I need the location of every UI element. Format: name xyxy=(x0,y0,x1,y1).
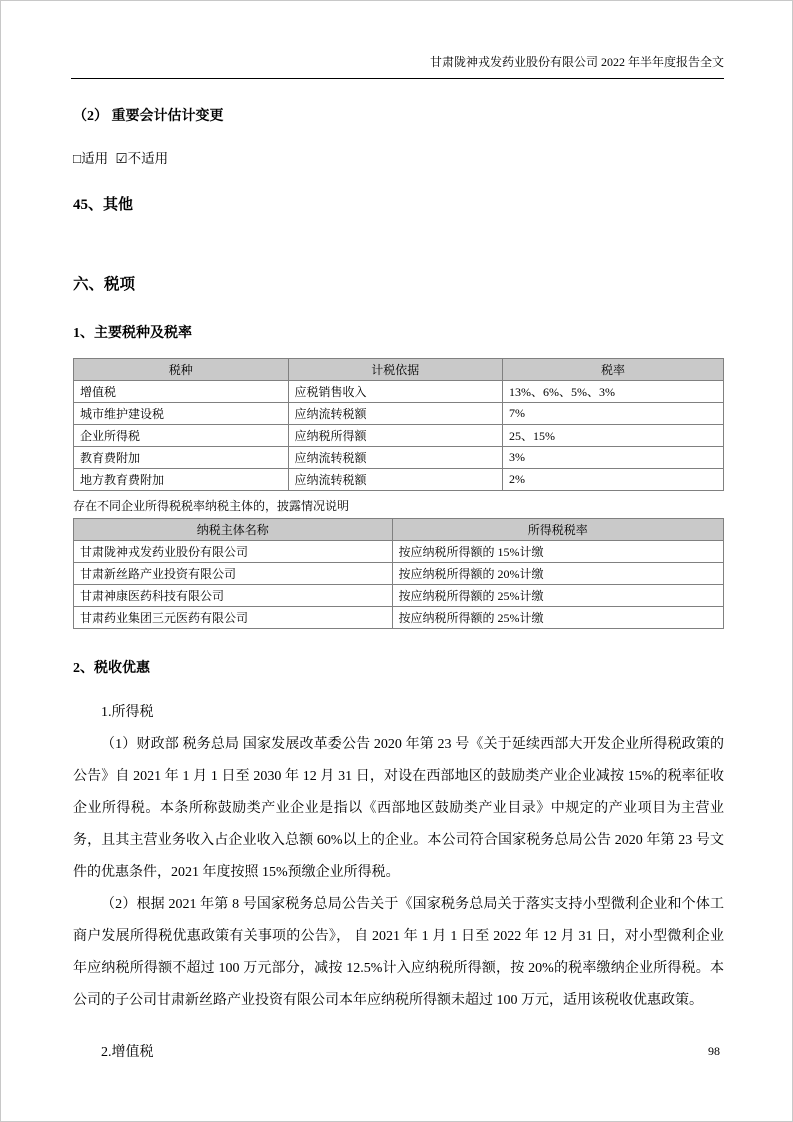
cell-tax-basis: 应税销售收入 xyxy=(288,381,503,403)
cell-income-tax-rate: 按应纳税所得额的 25%计缴 xyxy=(392,585,724,607)
tax-rate-table xyxy=(73,358,724,491)
table-header-row xyxy=(74,519,724,541)
table-row xyxy=(74,563,724,585)
cell-entity-name: 甘肃新丝路产业投资有限公司 xyxy=(74,563,393,585)
income-tax-subheading: 1.所得税 xyxy=(101,705,154,720)
checkbox-checked-not-applicable: ☑不适用 xyxy=(115,151,169,166)
cell-tax-rate: 13%、6%、5%、3% xyxy=(503,381,724,403)
table-row xyxy=(74,541,724,563)
cell-tax-basis: 应纳流转税额 xyxy=(288,469,503,491)
table-row xyxy=(74,381,724,403)
column-header-tax-rate: 税率 xyxy=(503,359,724,381)
cell-tax-rate: 7% xyxy=(503,403,724,425)
income-tax-paragraph-1: （1）财政部 税务总局 国家发展改革委公告 2020 年第 23 号《关于延续西部大开发企业所得税政策的公告》自 2021 年 1 月 1 日至 2030 年 12 月 31 日，对设在西部地区的鼓励类产业企业减按 15%的税率征收企业所得税。本条所称鼓励类产业企业是指以《西部地区鼓励类产业目录》中规定的产业项目为主营业务，且其主营业务收入占企业收入总额 60%以上的企业。本公司符合国家税务总局公告 2020 年第 23 号文件的优惠条件，2021 年度按照 15%预缴企业所得税。 xyxy=(73,737,724,880)
page-header xyxy=(71,53,724,79)
income-tax-paragraph-2: （2）根据 2021 年第 8 号国家税务总局公告关于《国家税务总局关于落实支持小型微利企业和个体工商户发展所得税优惠政策有关事项的公告》， 自 2021 年 1 月 1 日至 2022 年 12 月 31 日，对小型微利企业年应纳税所得额不超过 100 万元部分，减按 12.5%计入应纳税所得额，按 20%的税率缴纳企业所得税。本公司的子公司甘肃新丝路产业投资有限公司本年应纳税所得额未超过 100 万元，适用该税收优惠政策。 xyxy=(73,897,724,1008)
heading-section-6-tax: 六、税项 xyxy=(73,276,136,293)
column-header-tax-type: 税种 xyxy=(74,359,289,381)
cell-tax-type: 城市维护建设税 xyxy=(74,403,289,425)
heading-main-tax-types: 1、主要税种及税率 xyxy=(73,326,192,341)
cell-entity-name: 甘肃药业集团三元医药有限公司 xyxy=(74,607,393,629)
cell-tax-rate: 3% xyxy=(503,447,724,469)
column-header-entity-name: 纳税主体名称 xyxy=(74,519,393,541)
heading-accounting-estimate-change: （2） 重要会计估计变更 xyxy=(73,109,224,124)
cell-income-tax-rate: 按应纳税所得额的 15%计缴 xyxy=(392,541,724,563)
vat-subheading: 2.增值税 xyxy=(101,1045,154,1060)
column-header-income-tax-rate: 所得税税率 xyxy=(392,519,724,541)
page-number: 98 xyxy=(708,1044,720,1058)
cell-tax-basis: 应纳流转税额 xyxy=(288,447,503,469)
table-row xyxy=(74,425,724,447)
table-row xyxy=(74,447,724,469)
page-content xyxy=(73,105,724,1069)
cell-income-tax-rate: 按应纳税所得额的 25%计缴 xyxy=(392,607,724,629)
cell-tax-type: 地方教育费附加 xyxy=(74,469,289,491)
cell-tax-type: 企业所得税 xyxy=(74,425,289,447)
heading-tax-preferences: 2、税收优惠 xyxy=(73,661,150,676)
table-row xyxy=(74,585,724,607)
cell-income-tax-rate: 按应纳税所得额的 20%计缴 xyxy=(392,563,724,585)
cell-tax-type: 增值税 xyxy=(74,381,289,403)
entity-tax-table xyxy=(73,518,724,629)
different-tax-rate-note: 存在不同企业所得税税率纳税主体的，披露情况说明 xyxy=(73,499,350,513)
cell-entity-name: 甘肃陇神戎发药业股份有限公司 xyxy=(74,541,393,563)
table-row xyxy=(74,607,724,629)
column-header-tax-basis: 计税依据 xyxy=(288,359,503,381)
table-row xyxy=(74,403,724,425)
applicability-line xyxy=(73,147,724,167)
table-header-row xyxy=(74,359,724,381)
cell-tax-rate: 25、15% xyxy=(503,425,724,447)
cell-tax-rate: 2% xyxy=(503,469,724,491)
cell-tax-basis: 应纳流转税额 xyxy=(288,403,503,425)
heading-item-45-other: 45、其他 xyxy=(73,197,134,213)
checkbox-unchecked-applicable: □适用 xyxy=(73,151,109,166)
cell-tax-type: 教育费附加 xyxy=(74,447,289,469)
cell-tax-basis: 应纳税所得额 xyxy=(288,425,503,447)
cell-entity-name: 甘肃神康医药科技有限公司 xyxy=(74,585,393,607)
table-row xyxy=(74,469,724,491)
report-title-header: 甘肃陇神戎发药业股份有限公司 2022 年半年度报告全文 xyxy=(429,55,724,69)
